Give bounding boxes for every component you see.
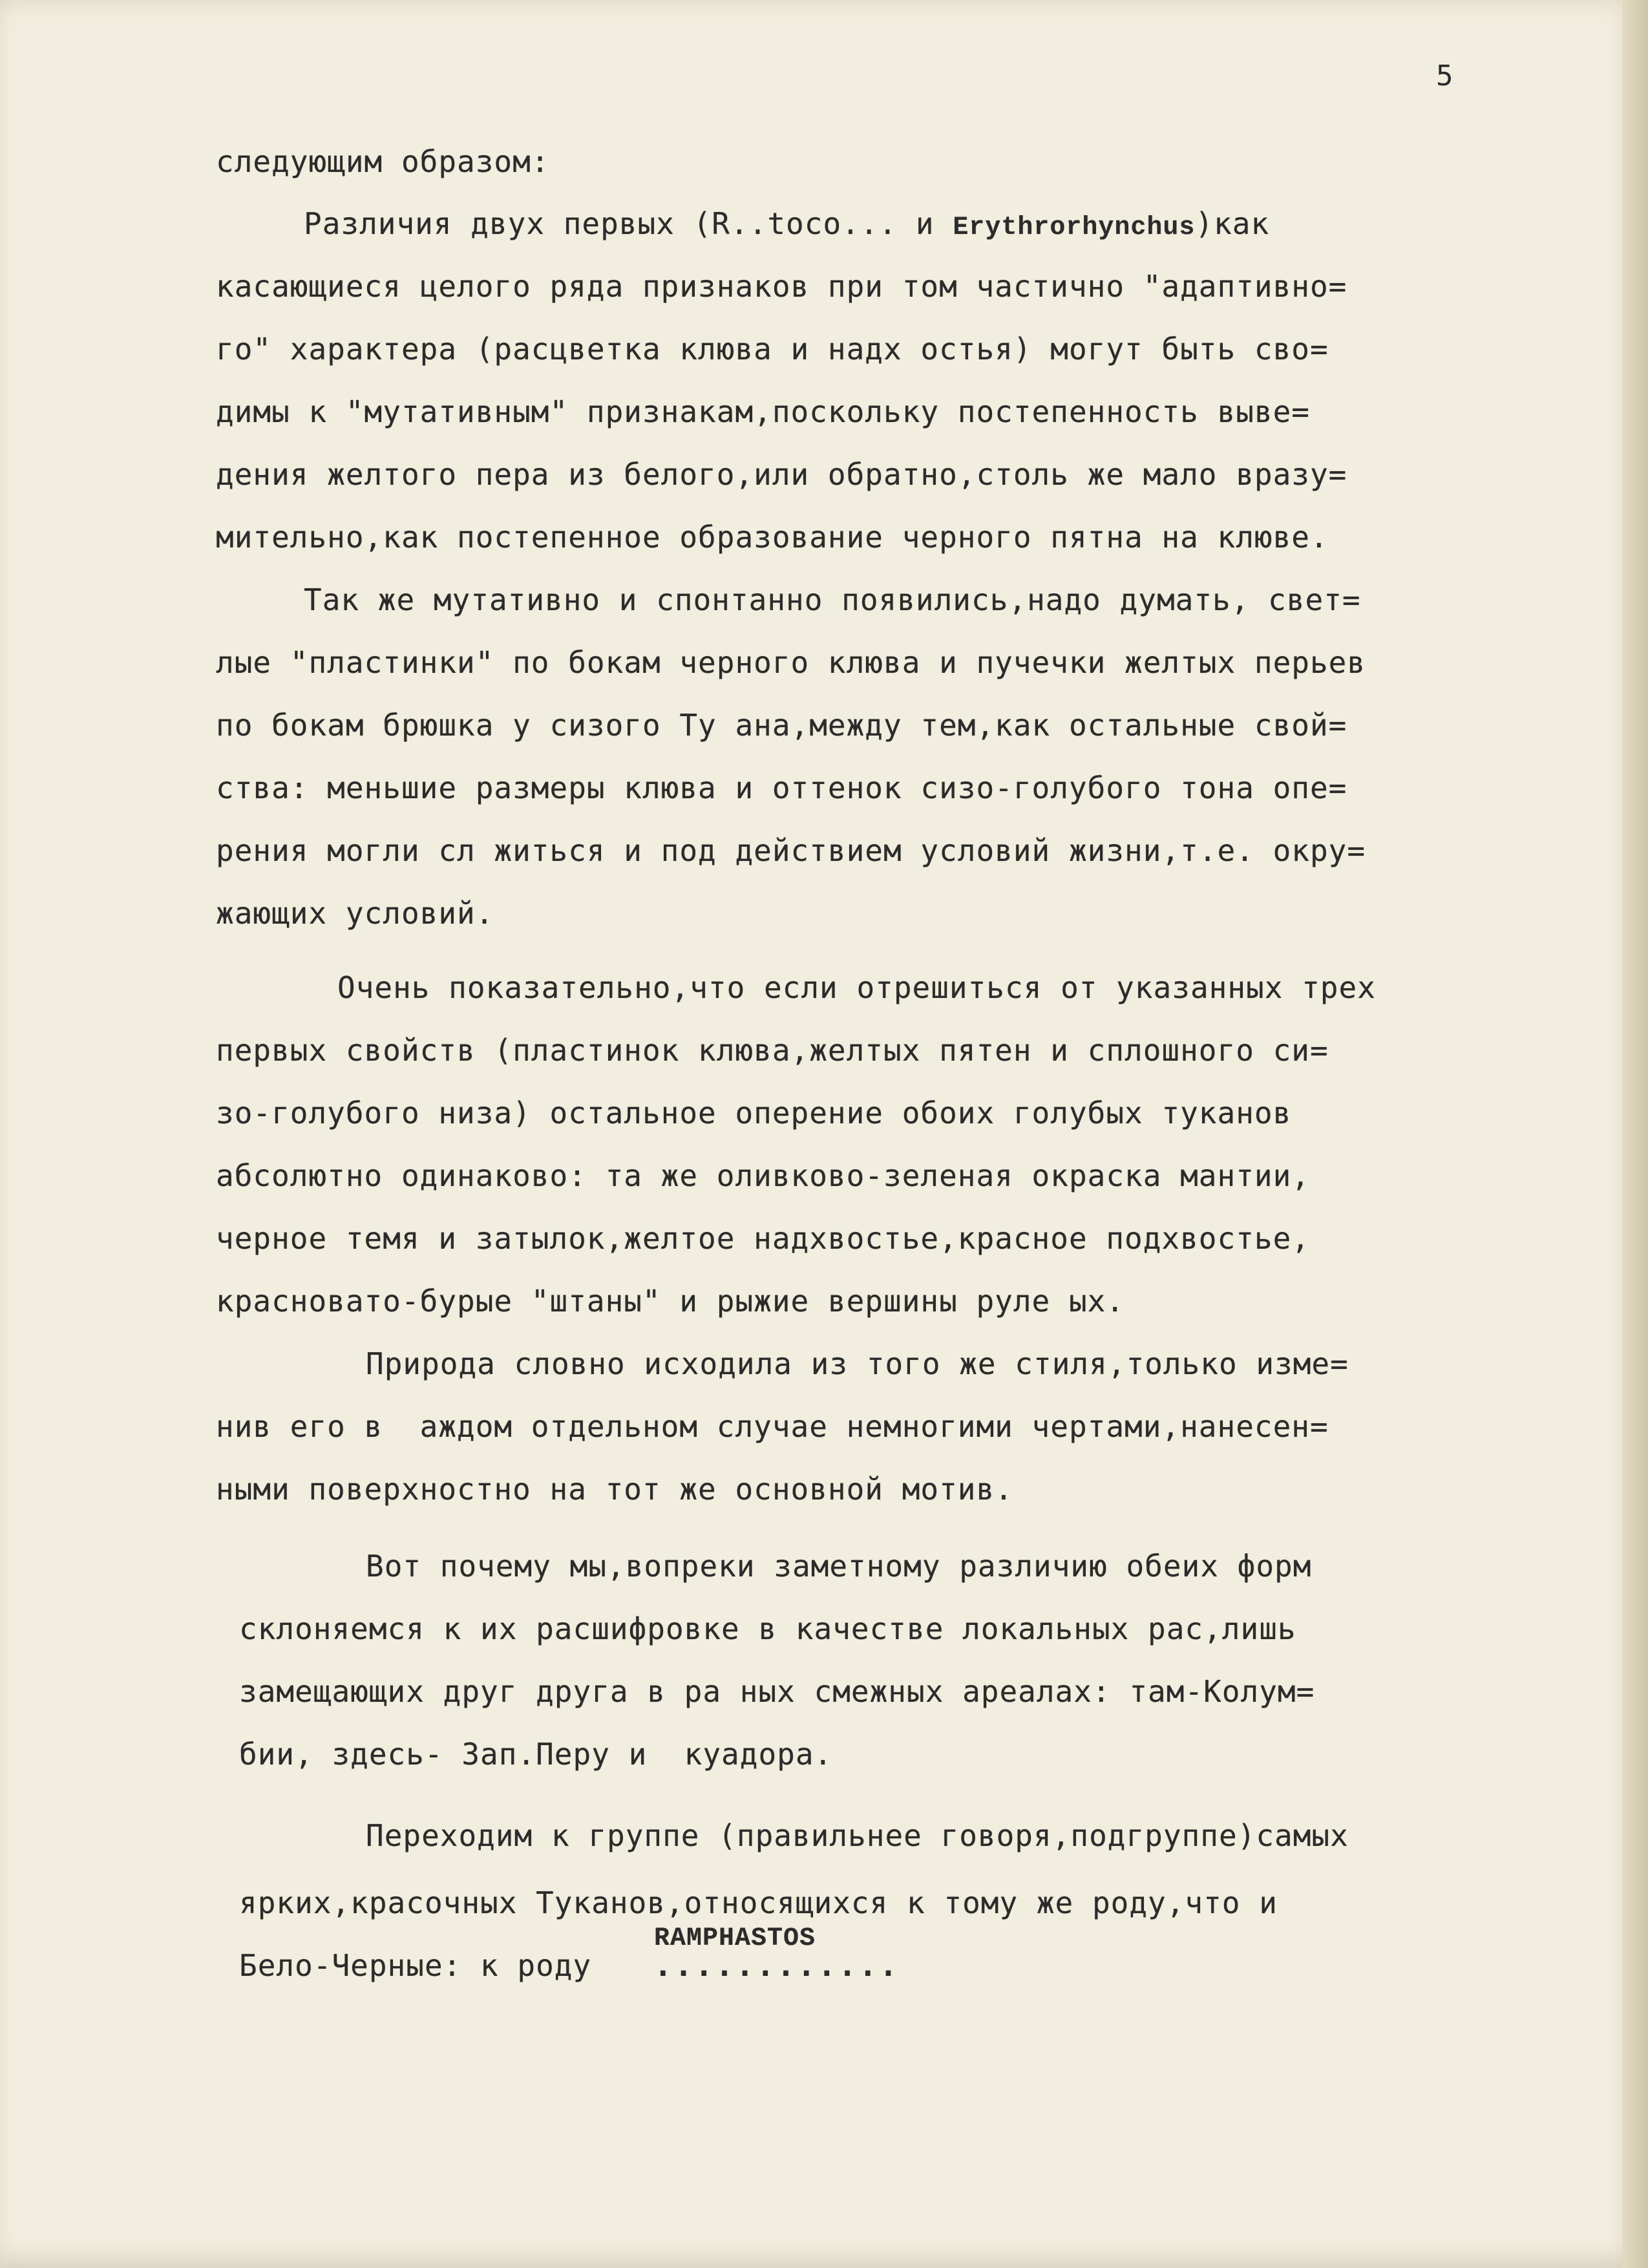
text-line: замещающих друг друга в ра ных смежных ареалах: там-Колум= <box>239 1674 1315 1709</box>
text-line: Переходим к группе (правильнее говоря,подгруппе)самых <box>366 1818 1349 1853</box>
genus-name: RAMPHASTOS <box>654 1924 816 1953</box>
text-line-part: Бело-Черные: к роду <box>239 1948 610 1983</box>
text-line: нив его в аждом отдельном случае немногими чертами,нанесен= <box>216 1409 1329 1444</box>
text-line: склоняемся к их расшифровке в качестве локальных рас,лишь <box>239 1611 1296 1646</box>
text-line: рения могли сл житься и под действием условий жизни,т.е. окру= <box>216 833 1366 868</box>
text-line: черное темя и затылок,желтое надхвостье,красное подхвостье, <box>216 1221 1310 1256</box>
text-line: жающих условий. <box>216 896 494 931</box>
text-line: касающиеся целого ряда признаков при том частично "адаптивно= <box>216 269 1347 304</box>
text-line: первых свойств (пластинок клюва,желтых пятен и сплошного си= <box>216 1033 1329 1068</box>
text-line: Так же мутативно и спонтанно появились,надо думать, свет= <box>304 582 1361 617</box>
text-line: Вот почему мы,вопреки заметному различию обеих форм <box>366 1549 1312 1584</box>
text-line: по бокам брюшка у сизого Ту ана,между тем,как остальные свой= <box>216 708 1347 743</box>
text-line: следующим образом: <box>216 144 550 179</box>
text-line: ства: меньшие размеры клюва и оттенок сизо-голубого тона опе= <box>216 770 1347 805</box>
text-line-part: Различия двух первых (R..toco... и <box>304 206 953 241</box>
text-line: Природа словно исходила из того же стиля,только изме= <box>366 1346 1349 1381</box>
text-line: мительно,как постепенное образование черного пятна на клюве. <box>216 520 1329 555</box>
text-line: ными поверхностно на тот же основной мотив. <box>216 1472 1013 1507</box>
text-line: красновато-бурые "штаны" и рыжие вершины руле ых. <box>216 1284 1125 1319</box>
text-line <box>304 206 1269 246</box>
dotted-leader: ............ <box>654 1948 900 1983</box>
text-line: го" характера (расцветка клюва и надх остья) могут быть сво= <box>216 332 1329 366</box>
text-line: лые "пластинки" по бокам черного клюва и пучечки желтых перьев <box>216 645 1366 680</box>
text-line: дения желтого пера из белого,или обратно,столь же мало вразу= <box>216 457 1347 492</box>
latin-species-name: Erythrorhynchus <box>953 213 1196 242</box>
text-line: абсолютно одинаково: та же оливково-зеленая окраска мантии, <box>216 1158 1310 1193</box>
text-line: Очень показательно,что если отрешиться от указанных трех <box>337 970 1376 1005</box>
page-number: 5 <box>1436 59 1453 92</box>
text-line: ярких,красочных Туканов,относящихся к тому же роду,что и <box>239 1885 1278 1920</box>
text-line: зо-голубого низа) остальное оперение обоих голубых туканов <box>216 1096 1292 1130</box>
text-line: димы к "мутативным" признакам,поскольку постепенность выве= <box>216 394 1310 429</box>
text-line: бии, здесь- Зап.Перу и куадора. <box>239 1737 833 1772</box>
text-line <box>239 1947 610 1984</box>
text-line-part: )как <box>1195 206 1270 241</box>
